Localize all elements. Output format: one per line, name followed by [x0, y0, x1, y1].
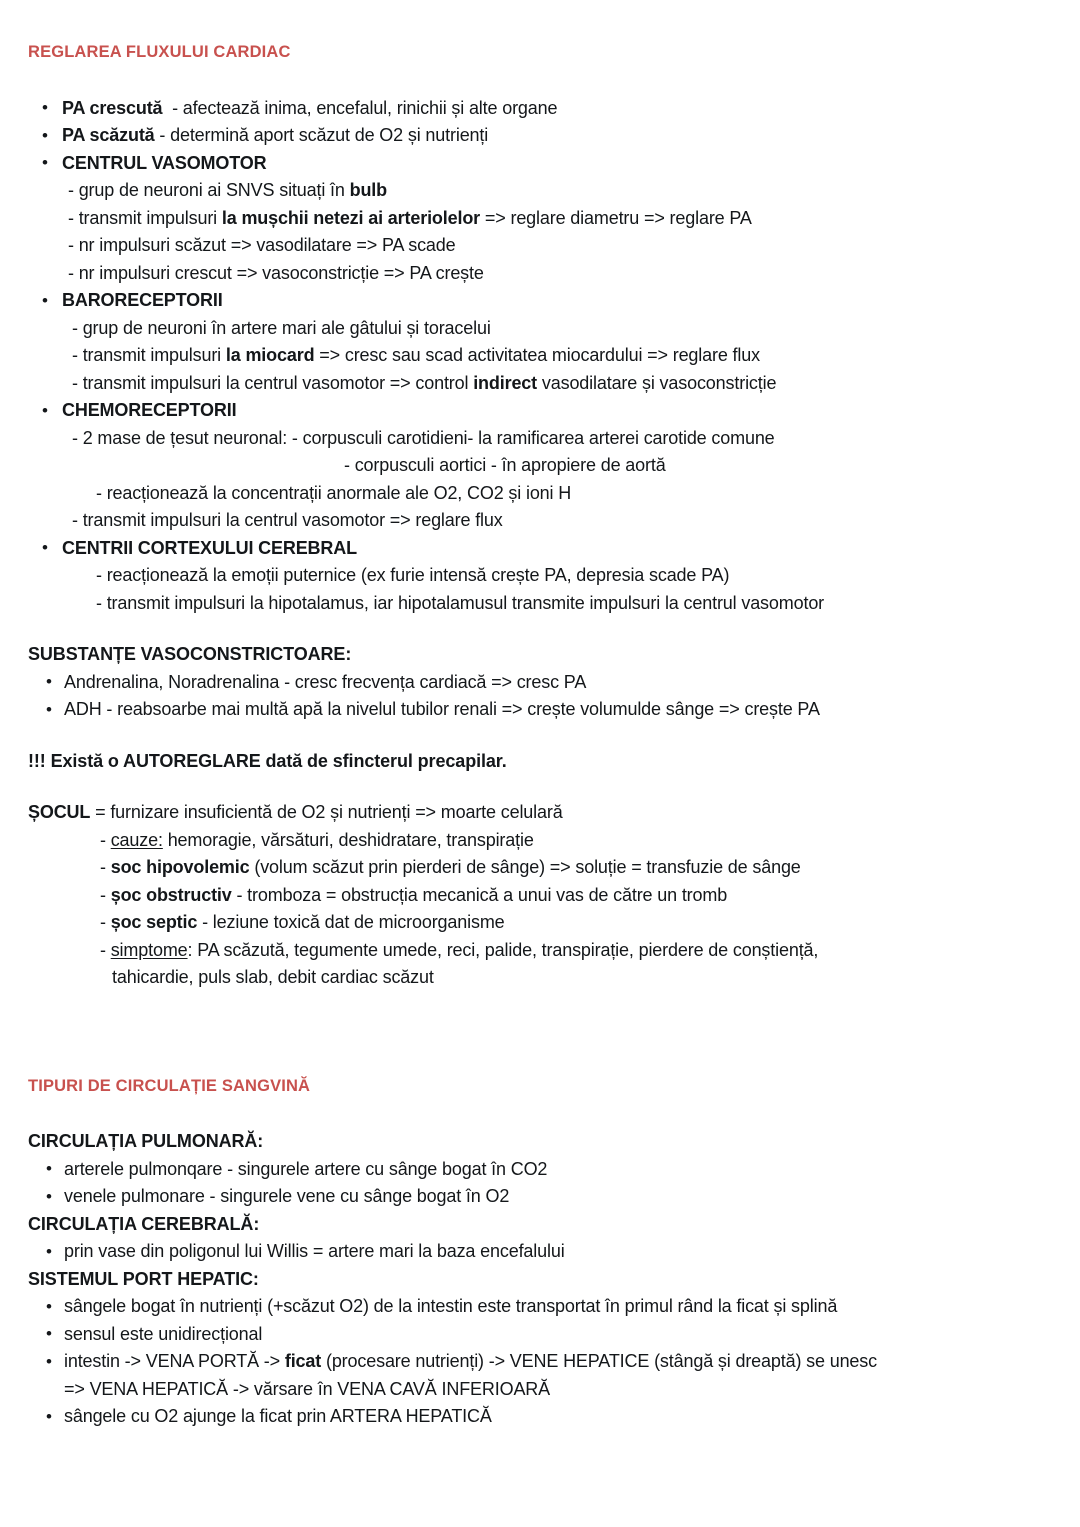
spacer [28, 992, 1054, 1078]
list-item-adrenalina: • Andrenalina, Noradrenalina - cresc frecvența cardiacă => cresc PA [28, 669, 1054, 697]
chemoreceptorii-label: CHEMORECEPTORII [62, 400, 237, 420]
pa-scazuta-text: - determină aport scăzut de O2 și nutrienți [154, 125, 489, 145]
dash-marker: - [100, 829, 111, 850]
list-item-chemoreceptorii [28, 397, 1054, 425]
pa-crescuta-text: - afectează inima, encefalul, rinichii și alte organe [162, 97, 558, 118]
baroreceptorii-label: BARORECEPTORII [62, 290, 223, 310]
soc-septic-label: șoc septic [110, 912, 198, 932]
list-item-centrul-vasomotor [28, 150, 1054, 178]
spacer [28, 617, 1054, 641]
text-post: vasodilatare și vasoconstricție [537, 372, 777, 393]
list-item-venele-pulmonare: • venele pulmonare - singurele vene cu sânge bogat în O2 [28, 1183, 1054, 1211]
centrul-vasomotor-line-4 [28, 260, 1054, 288]
list-item-artera-hepatica: • sângele cu O2 ajunge la ficat prin ARTERA HEPATICĂ [28, 1403, 1054, 1431]
list-item-centrii-cortexului [28, 535, 1054, 563]
pa-crescuta-label: PA crescută [62, 97, 163, 118]
text-pre: - transmit impulsuri la centrul vasomotor => control [72, 372, 474, 393]
list-item-baroreceptorii [28, 287, 1054, 315]
dash-marker: - [100, 939, 111, 960]
note-autoreglare: !!! Există o AUTOREGLARE dată de sfincterul precapilar. [28, 750, 507, 771]
simptome-text: : PA scăzută, tegumente umede, reci, palide, transpirație, pierdere de conștiență, [187, 939, 819, 960]
text-pre: - transmit impulsuri [68, 207, 222, 228]
text-post: (procesare nutrienți) -> VENE HEPATICE (stângă și dreaptă) se unesc [321, 1351, 877, 1371]
baroreceptorii-line-1 [28, 315, 1054, 343]
socul-label: ȘOCUL [28, 802, 91, 822]
cauze-text: hemoragie, vărsături, deshidratare, transpirație [162, 829, 534, 850]
chemoreceptorii-line-1: - 2 mase de țesut neuronal: - corpusculi carotidieni- la ramificarea arterei carotide comune [72, 427, 775, 448]
soc-hipovolemic-text: (volum scăzut prin pierderi de sânge) => soluție = transfuzie de sânge [249, 857, 801, 877]
text-bold: indirect [473, 372, 538, 393]
chemoreceptorii-line-4: - transmit impulsuri la centrul vasomotor => reglare flux [72, 510, 503, 530]
heading-circulatia-pulmonara: CIRCULAȚIA PULMONARĂ: [28, 1131, 264, 1151]
text-pre: - grup de neuroni în artere mari ale gâtului și toracelui [72, 317, 491, 338]
centrii-cortexului-label: CENTRII CORTEXULUI CEREBRAL [62, 537, 357, 558]
text-pre: - nr impulsuri scăzut => vasodilatare => PA scade [68, 235, 456, 255]
text-bold: la mușchii netezi ai arteriolelor [221, 207, 481, 228]
section-heading-tipuri-circulatie: TIPURI DE CIRCULAȚIE SANGVINĂ [28, 1076, 311, 1095]
heading-circulatia-cerebrala: CIRCULAȚIA CEREBRALĂ: [28, 1213, 260, 1234]
dash-marker: - [100, 857, 111, 877]
socul-line-septic [28, 909, 1054, 937]
socul-line-obstructiv [28, 882, 1054, 910]
dash-marker: - [100, 884, 111, 905]
soc-septic-text: - leziune toxică dat de microorganisme [197, 912, 505, 932]
pa-scazuta-label: PA scăzută [62, 125, 155, 145]
centrul-vasomotor-line-2 [28, 205, 1054, 233]
ficat-label: ficat [284, 1351, 322, 1371]
list-item-arterele-pulmonare: • arterele pulmonqare - singurele artere cu sânge bogat în CO2 [28, 1156, 1054, 1184]
centrii-cortexului-line-1: - reacționează la emoții puternice (ex furie intensă crește PA, depresia scade PA) [96, 565, 730, 585]
heading-substante-vasoconstrictoare: SUBSTANȚE VASOCONSTRICTOARE: [28, 644, 352, 664]
text-pre: intestin -> VENA PORTĂ -> [64, 1351, 285, 1371]
centrul-vasomotor-label: CENTRUL VASOMOTOR [62, 152, 267, 173]
spacer [28, 724, 1054, 748]
simptome-label: simptome [110, 939, 188, 960]
text-bold: la miocard [225, 345, 315, 365]
socul-line-simptome-wrap: tahicardie, puls slab, debit cardiac scăzut [112, 967, 434, 987]
text-bold: bulb [349, 180, 387, 200]
centrul-vasomotor-line-3 [28, 232, 1054, 260]
section-heading-reglarea: REGLAREA FLUXULUI CARDIAC [28, 43, 291, 61]
soc-hipovolemic-label: soc hipovolemic [110, 857, 250, 877]
spacer [28, 61, 1054, 95]
list-item-poligonul-willis: • prin vase din poligonul lui Willis = artere mari la baza encefalului [28, 1238, 1054, 1266]
text-post: => cresc sau scad activitatea miocardului => reglare flux [314, 345, 760, 365]
list-item-sens-unidirectional: • sensul este unidirecțional [28, 1321, 1054, 1349]
centrii-cortexului-line-2: - transmit impulsuri la hipotalamus, iar hipotalamusul transmite impulsuri la centrul vasomotor [96, 592, 825, 613]
socul-definition [28, 799, 1054, 827]
socul-line-simptome [28, 937, 1054, 965]
baroreceptorii-line-3 [28, 370, 1054, 398]
list-item-pa-scazuta [28, 122, 1054, 150]
cauze-label: cauze: [110, 829, 163, 850]
list-item-traseu-vena-porta-wrap: => VENA HEPATICĂ -> vărsare în VENA CAVĂ INFERIOARĂ [64, 1378, 551, 1399]
text-post: => reglare diametru => reglare PA [480, 207, 752, 228]
dash-marker: - [100, 912, 111, 932]
list-item-pa-crescuta [28, 95, 1054, 123]
chemoreceptorii-line-2: - corpusculi aortici - în apropiere de aortă [344, 455, 666, 475]
socul-definition-text: = furnizare insuficientă de O2 și nutrienți => moarte celulară [90, 802, 563, 822]
heading-sistemul-port-hepatic: SISTEMUL PORT HEPATIC: [28, 1268, 259, 1289]
list-item-traseu-vena-porta [28, 1348, 1054, 1376]
centrul-vasomotor-line-1 [28, 177, 1054, 205]
chemoreceptorii-line-3: - reacționează la concentrații anormale ale O2, CO2 și ioni H [96, 482, 572, 503]
text-pre: - nr impulsuri crescut => vasoconstricție => PA crește [68, 262, 484, 283]
socul-line-hipovolemic [28, 854, 1054, 882]
spacer [28, 1094, 1054, 1128]
baroreceptorii-line-2 [28, 342, 1054, 370]
soc-obstructiv-text: - tromboza = obstrucția mecanică a unui vas de către un tromb [231, 884, 728, 905]
list-item-adh: • ADH - reabsoarbe mai multă apă la nivelul tubilor renali => crește volumulde sânge => crește PA [28, 696, 1054, 724]
text-pre: - transmit impulsuri [72, 345, 226, 365]
socul-line-cauze [28, 827, 1054, 855]
text-pre: - grup de neuroni ai SNVS situați în [68, 180, 350, 200]
list-item-sange-nutrienti: • sângele bogat în nutrienți (+scăzut O2) de la intestin este transportat în primul rând la ficat și splină [28, 1293, 1054, 1321]
soc-obstructiv-label: șoc obstructiv [110, 884, 232, 905]
spacer [28, 775, 1054, 799]
